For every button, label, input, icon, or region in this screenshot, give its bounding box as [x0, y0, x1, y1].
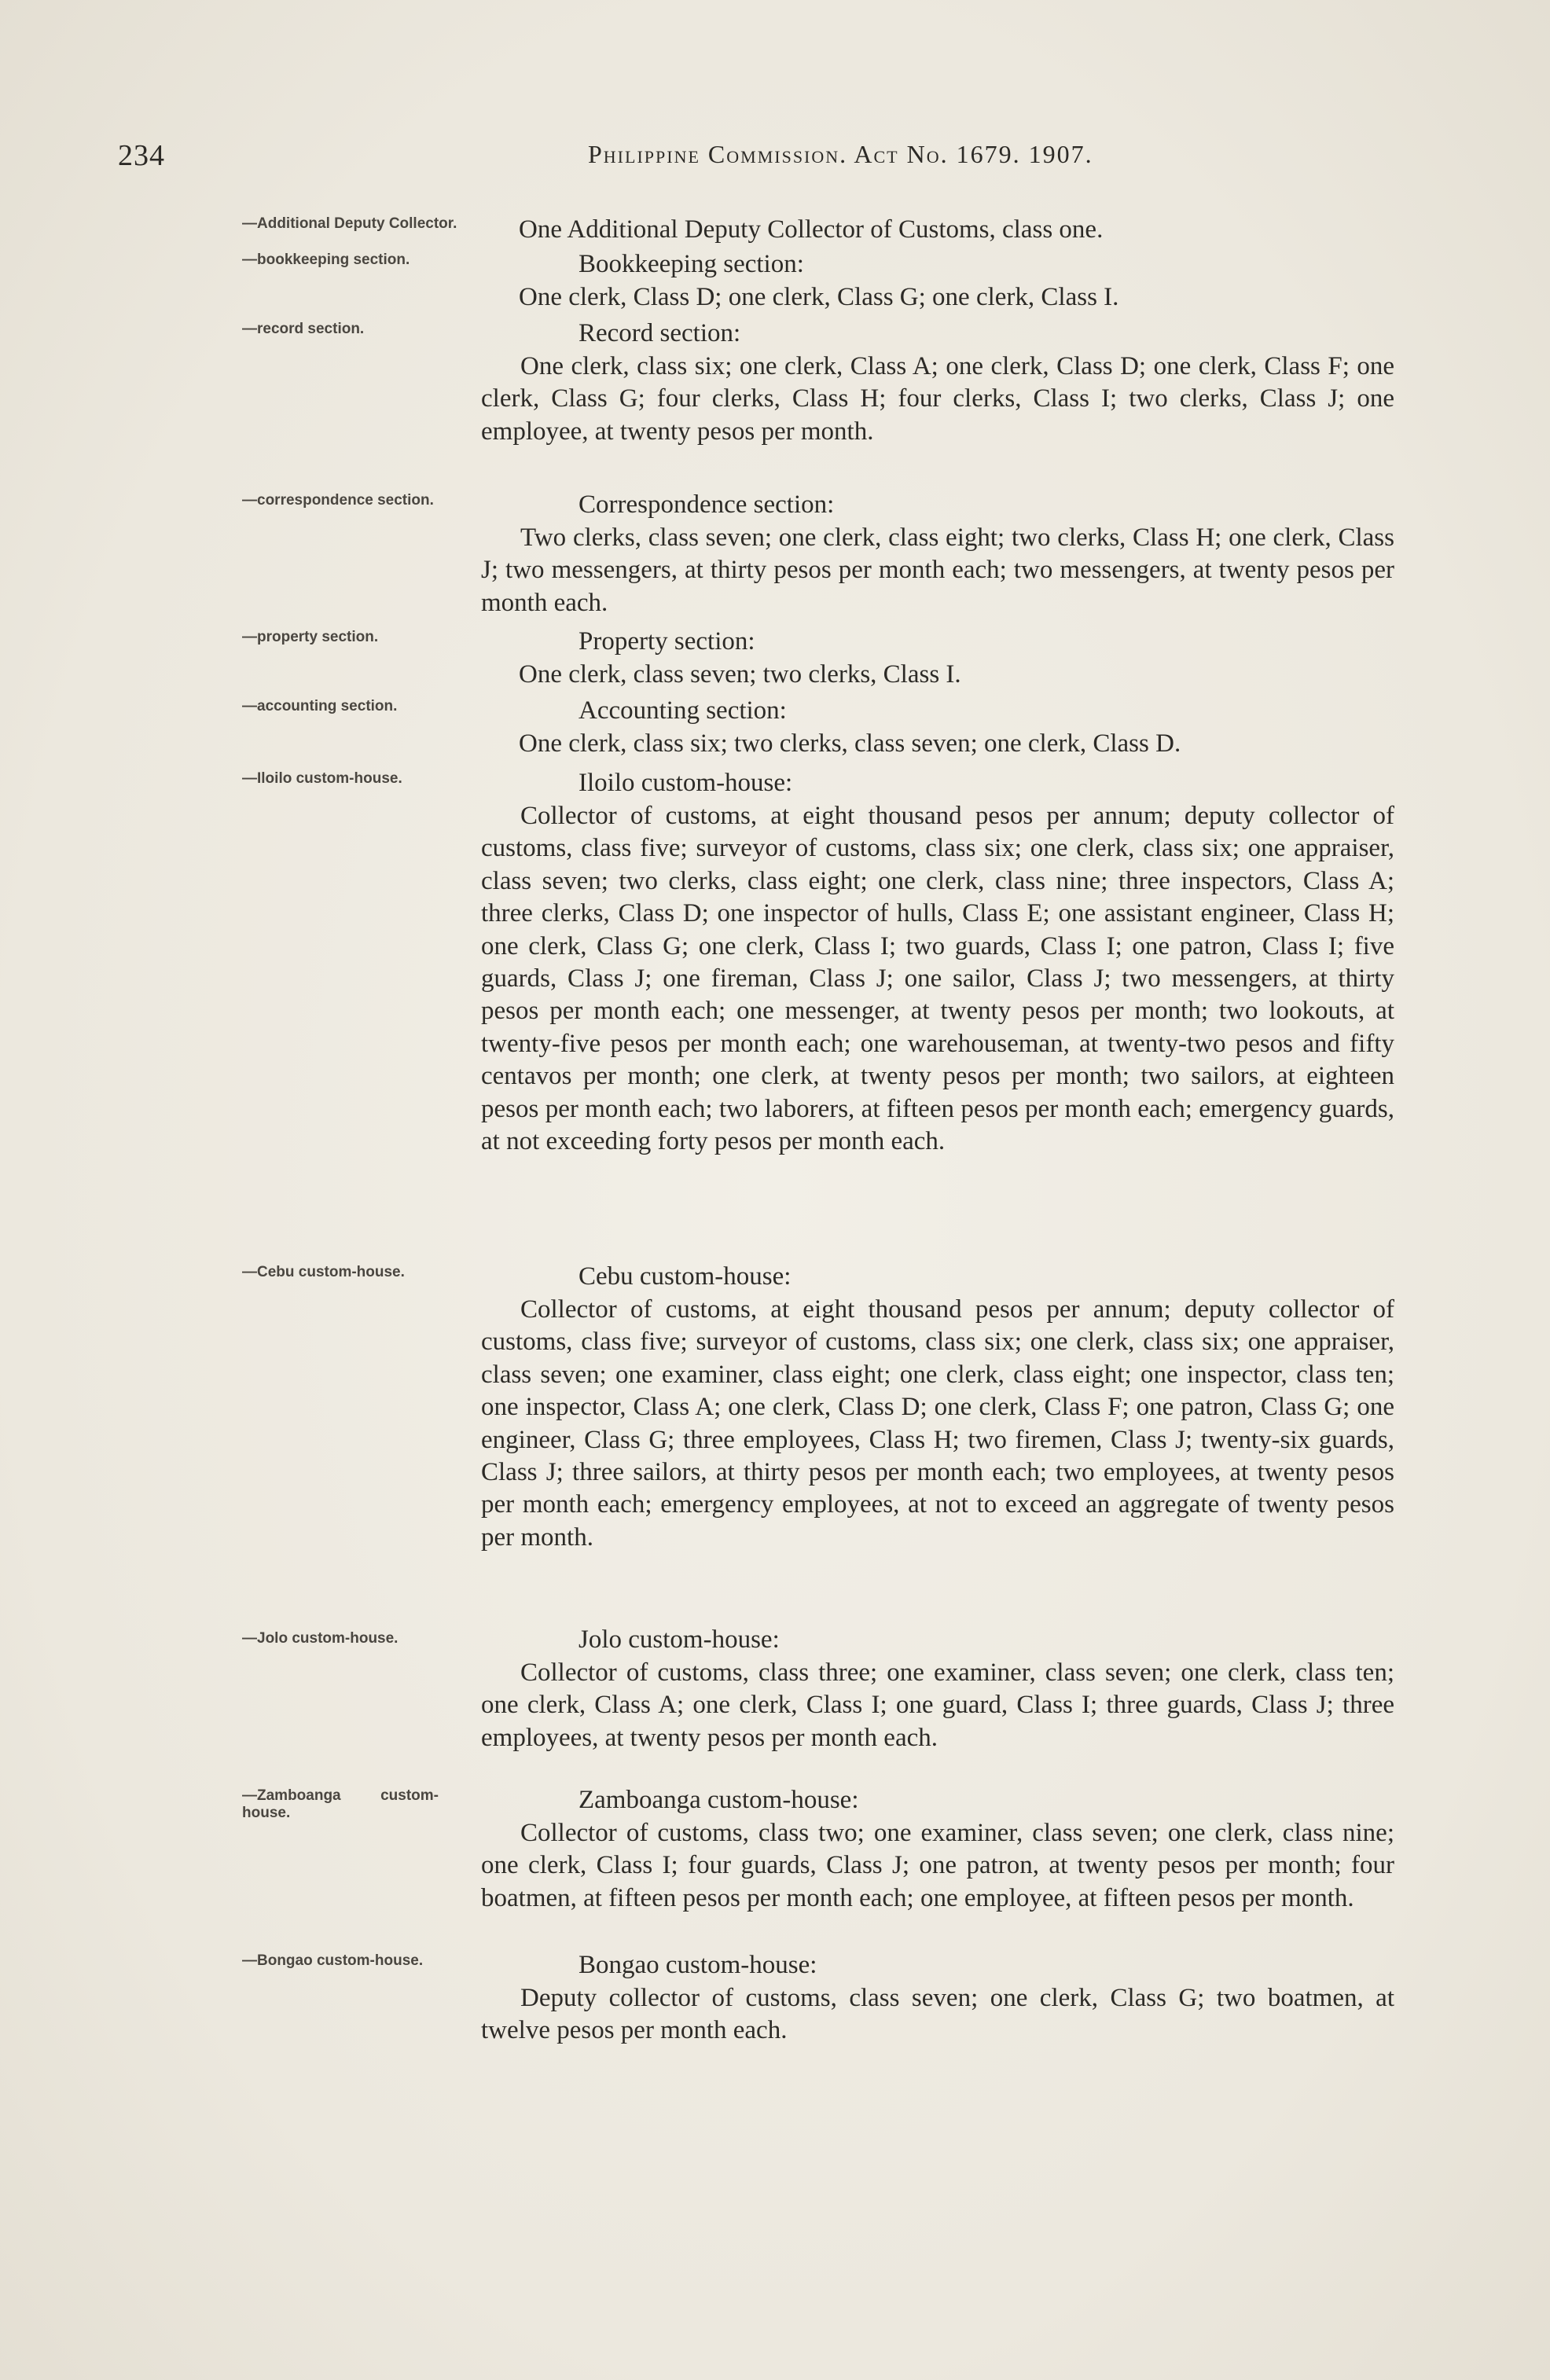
section-heading: Bongao custom-house:: [578, 1951, 817, 1979]
margin-note: —Jolo custom-house.: [242, 1630, 399, 1647]
section-heading: Accounting section:: [578, 696, 787, 725]
section-heading: Correspondence section:: [578, 490, 835, 519]
section-heading: Property section:: [578, 627, 755, 656]
section-heading: Bookkeeping section:: [578, 250, 804, 278]
page-header: [118, 138, 1391, 185]
section-body: Two clerks, class seven; one clerk, class eight; two clerks, Class H; one clerk, Class J; two messengers, at thirty pesos per month each; two messengers, at twenty pesos per month each.: [481, 523, 1394, 617]
margin-note: —Iloilo custom-house.: [242, 770, 402, 787]
margin-note: —record section.: [242, 321, 365, 337]
section-body: One clerk, class seven; two clerks, Class I.: [519, 660, 961, 689]
section-body: Collector of customs, class three; one examiner, class seven; one clerk, class ten; one clerk, Class A; one clerk, Class I; one guard, Class I; three guards, Class J; three employees, at twenty pesos per month each.: [481, 1658, 1394, 1752]
section-heading: Record section:: [578, 319, 741, 347]
section-body: Collector of customs, at eight thousand pesos per annum; deputy collector of customs, class five; surveyor of customs, class six; one clerk, class six; one appraiser, class seven; one examiner, class eight; one clerk, class eight; one inspector, class ten; one inspector, Class A; one clerk, Class D; one clerk, Class F; one patron, Class G; one engineer, Class G; three employees, Class H; two firemen, Class J; twenty-six guards, Class J; three sailors, at thirty pesos per month each; two employees, at twenty pesos per month each; emergency employees, at not to exceed an aggregate of twenty pesos per month.: [481, 1295, 1394, 1552]
margin-note: —bookkeeping section.: [242, 252, 410, 268]
margin-note: —property section.: [242, 629, 379, 645]
section-body: Collector of customs, at eight thousand pesos per annum; deputy collector of customs, class five; surveyor of customs, class six; one clerk, class six; one appraiser, class seven; two clerks, class eight; one clerk, class nine; three inspectors, Class A; three clerks, Class D; one inspector of hulls, Class E; one assistant engineer, Class H; one clerk, Class G; one clerk, Class I; two guards, Class I; one patron, Class I; five guards, Class J; one fireman, Class J; one sailor, Class J; two messengers, at thirty pesos per month each; one messenger, at twenty pesos per month; two lookouts, at twenty-five pesos per month each; one warehouseman, at twenty-two pesos and fifty centavos per month; one clerk, at twenty pesos per month; two sailors, at eighteen pesos per month each; two laborers, at fifteen pesos per month each; emergency guards, at not exceeding forty pesos per month each.: [481, 802, 1394, 1156]
section-heading: Iloilo custom-house:: [578, 769, 793, 797]
margin-note: —Cebu custom-house.: [242, 1264, 405, 1280]
section-body: One clerk, Class D; one clerk, Class G; one clerk, Class I.: [519, 283, 1119, 311]
margin-note: —Zamboanga custom-house.: [242, 1787, 439, 1821]
running-title: Philippine Commission. Act No. 1679. 1907.: [588, 140, 1093, 168]
section-body: One clerk, class six; two clerks, class seven; one clerk, Class D.: [519, 729, 1181, 758]
section-heading: Jolo custom-house:: [578, 1625, 780, 1654]
section-body: One clerk, class six; one clerk, Class A; one clerk, Class D; one clerk, Class F; one clerk, Class G; four clerks, Class H; four clerks, Class I; two clerks, Class J; one employee, at twenty pesos per month.: [481, 352, 1394, 446]
section-heading: Zamboanga custom-house:: [578, 1786, 859, 1814]
page-number: 234: [118, 139, 165, 172]
section-heading: Cebu custom-house:: [578, 1262, 792, 1291]
margin-note: —Bongao custom-house.: [242, 1952, 424, 1969]
margin-note: —Additional Deputy Collector.: [242, 215, 457, 232]
section-body: Collector of customs, class two; one examiner, class seven; one clerk, class nine; one clerk, Class I; four guards, Class J; one patron, at twenty pesos per month; four boatmen, at fifteen pesos per month each; one employee, at fifteen pesos per month.: [481, 1819, 1394, 1912]
margin-note: —accounting section.: [242, 698, 398, 714]
section-body: Deputy collector of customs, class seven; one clerk, Class G; two boatmen, at twelve pesos per month each.: [481, 1984, 1394, 2045]
margin-note: —correspondence section.: [242, 492, 434, 509]
section-body: One Additional Deputy Collector of Customs, class one.: [519, 215, 1104, 244]
